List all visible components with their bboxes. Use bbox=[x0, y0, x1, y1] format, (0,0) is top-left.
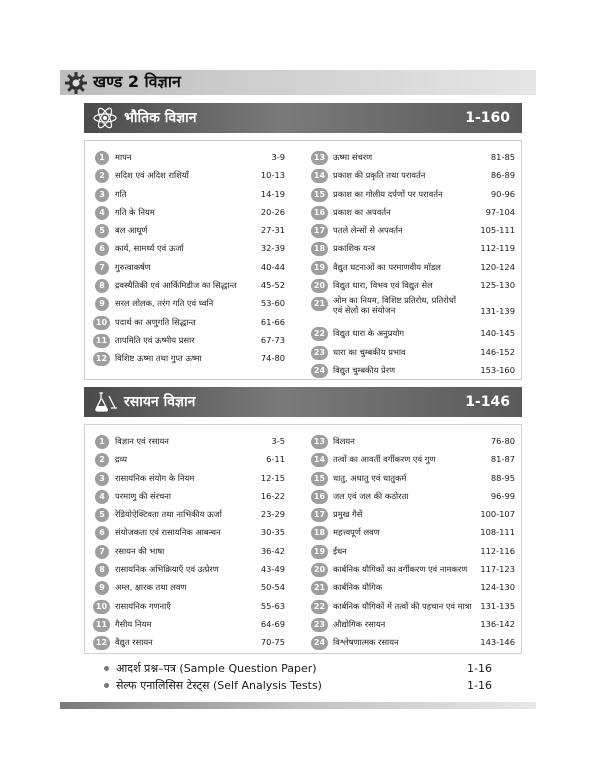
chapter-title: रेडियोऐक्टिवता तथा नाभिकीय ऊर्जा bbox=[115, 509, 222, 520]
chemistry-title: रसायन विज्ञान bbox=[124, 394, 196, 410]
chapter-number-badge: 3 bbox=[95, 188, 109, 202]
toc-row[interactable] bbox=[85, 222, 293, 240]
chapter-number-badge: 4 bbox=[95, 490, 109, 504]
chapter-pages: 70-75 bbox=[260, 637, 285, 648]
chapter-pages: 6-11 bbox=[266, 454, 285, 465]
chapter-number-badge: 17 bbox=[311, 224, 328, 238]
toc-row[interactable] bbox=[303, 561, 523, 579]
chapter-pages: 43-49 bbox=[260, 564, 285, 575]
chapter-title: पतले लेन्सों से अपवर्तन bbox=[333, 225, 403, 236]
chapter-title: प्रकाश का अपवर्तन bbox=[333, 206, 391, 217]
chapter-pages: 108-111 bbox=[480, 527, 515, 538]
toc-row[interactable] bbox=[303, 433, 523, 451]
chapter-pages: 125-130 bbox=[480, 280, 515, 291]
physics-title: भौतिक विज्ञान bbox=[124, 110, 197, 126]
chemistry-page-range: 1-146 bbox=[465, 394, 510, 410]
chapter-number-badge: 1 bbox=[95, 151, 109, 165]
chapter-pages: 97-104 bbox=[485, 206, 515, 217]
chapter-title: प्रमुख गैसें bbox=[333, 509, 363, 520]
chapter-number-badge: 3 bbox=[95, 472, 109, 486]
chapter-pages: 136-142 bbox=[480, 618, 515, 629]
chapter-pages: 140-145 bbox=[480, 328, 515, 339]
chapter-title: कार्य, सामर्थ्य एवं ऊर्जा bbox=[115, 243, 184, 254]
chapter-title: प्रकाशिक यन्त्र bbox=[333, 243, 376, 254]
chapter-title: विज्ञान एवं रसायन bbox=[115, 436, 169, 446]
chapter-title: विद्युत चुम्बकीय प्रेरण bbox=[333, 364, 396, 375]
chapter-number-badge: 8 bbox=[95, 563, 109, 577]
toc-row[interactable] bbox=[85, 204, 293, 222]
chapter-number-badge: 19 bbox=[311, 261, 328, 275]
chapter-number-badge: 8 bbox=[95, 279, 109, 293]
toc-row[interactable] bbox=[85, 488, 293, 506]
chapter-number-badge: 18 bbox=[311, 526, 328, 540]
toc-row[interactable] bbox=[303, 295, 523, 325]
toc-row[interactable] bbox=[85, 598, 293, 616]
chapter-pages: 117-123 bbox=[480, 564, 515, 575]
chapter-title: विद्युत धारा के अनुप्रयोग bbox=[333, 328, 405, 339]
chapter-pages: 32-39 bbox=[260, 243, 285, 254]
chapter-title: संयोजकता एवं रासायनिक आबन्धन bbox=[115, 527, 221, 538]
chapter-title: गुरुत्वाकर्षण bbox=[115, 261, 151, 272]
toc-row[interactable] bbox=[303, 259, 523, 277]
chapter-number-badge: 6 bbox=[95, 242, 109, 256]
chapter-title: मापन bbox=[115, 152, 132, 162]
toc-row[interactable] bbox=[85, 277, 293, 295]
chapter-number-badge: 11 bbox=[93, 334, 110, 348]
chapter-title: बल आघूर्ण bbox=[115, 225, 148, 236]
bullet-icon bbox=[104, 683, 109, 688]
chapter-title: कार्बनिक यौगिक bbox=[333, 582, 383, 593]
toc-row[interactable] bbox=[303, 543, 523, 561]
toc-row[interactable] bbox=[303, 167, 523, 185]
toc-row[interactable] bbox=[85, 332, 293, 350]
chapter-pages: 61-66 bbox=[260, 316, 285, 327]
chapter-number-badge: 16 bbox=[311, 206, 328, 220]
toc-row[interactable] bbox=[85, 240, 293, 258]
chapter-title: परमाणु की संरचना bbox=[115, 490, 172, 501]
chemistry-toc-left-column bbox=[85, 433, 293, 653]
toc-row[interactable] bbox=[85, 543, 293, 561]
chapter-number-badge: 2 bbox=[95, 169, 109, 183]
chapter-pages: 88-95 bbox=[490, 472, 515, 483]
chapter-number-badge: 21 bbox=[311, 297, 328, 311]
chapter-number-badge: 7 bbox=[95, 545, 109, 559]
chapter-number-badge: 6 bbox=[95, 526, 109, 540]
chapter-title: धातु, अधातु एवं धातुकर्म bbox=[333, 472, 407, 483]
chapter-pages: 64-69 bbox=[260, 618, 285, 629]
toc-row[interactable] bbox=[85, 451, 293, 469]
chapter-pages: 14-19 bbox=[260, 188, 285, 199]
chapter-pages: 67-73 bbox=[260, 334, 285, 345]
extra-pages: 1-16 bbox=[467, 662, 492, 675]
chapter-title: पदार्थ का अणुगति सिद्धान्त bbox=[115, 316, 196, 327]
chapter-pages: 143-146 bbox=[480, 637, 515, 648]
chapter-pages: 112-116 bbox=[480, 545, 515, 556]
khand-title: खण्ड 2 विज्ञान bbox=[93, 72, 181, 91]
chapter-pages: 50-54 bbox=[260, 582, 285, 593]
chapter-number-badge: 9 bbox=[95, 581, 109, 595]
chapter-title: द्रव्य bbox=[115, 454, 128, 465]
chapter-title: धारा का चुम्बकीय प्रभाव bbox=[333, 346, 406, 357]
chapter-pages: 81-87 bbox=[490, 454, 515, 465]
physics-page-range: 1-160 bbox=[465, 110, 510, 126]
chapter-title: वैद्युत रसायन bbox=[115, 637, 153, 648]
self-analysis-tests-row[interactable] bbox=[104, 678, 524, 696]
chapter-title: विलयन bbox=[333, 436, 355, 446]
chapter-number-badge: 2 bbox=[95, 453, 109, 467]
chapter-title: प्रकाश का गोलीय दर्पणों पर परावर्तन bbox=[333, 188, 443, 199]
chapter-number-badge: 18 bbox=[311, 242, 328, 256]
chapter-title: रसायन की भाषा bbox=[115, 545, 165, 556]
footer-bar bbox=[60, 702, 536, 709]
toc-row[interactable] bbox=[85, 350, 293, 368]
chapter-number-badge: 20 bbox=[311, 563, 328, 577]
chapter-number-badge: 20 bbox=[311, 279, 328, 293]
toc-row[interactable] bbox=[303, 598, 523, 616]
chapter-title: महत्त्वपूर्ण लवण bbox=[333, 527, 380, 538]
sample-question-paper-row[interactable] bbox=[104, 661, 524, 679]
extra-title: सेल्फ एनालिसिस टेस्ट्स (Self Analysis Tests) bbox=[116, 679, 322, 692]
chemistry-section-header bbox=[84, 387, 522, 417]
chapter-number-badge: 23 bbox=[311, 618, 328, 632]
atom-icon bbox=[92, 106, 118, 130]
chapter-pages: 131-139 bbox=[480, 306, 515, 317]
chapter-title: ऊष्मा संचरण bbox=[333, 152, 373, 162]
toc-row[interactable] bbox=[303, 277, 523, 295]
chapter-title: कार्बनिक यौगिकों का वर्गीकरण एवं नामकरण bbox=[333, 564, 468, 575]
toc-row[interactable] bbox=[303, 451, 523, 469]
chapter-pages: 12-15 bbox=[260, 472, 285, 483]
chapter-pages: 53-60 bbox=[260, 298, 285, 309]
chapter-pages: 146-152 bbox=[480, 346, 515, 357]
chapter-title: विद्युत धारा, विभव एवं विद्युत सेल bbox=[333, 280, 433, 291]
toc-row[interactable] bbox=[85, 149, 293, 167]
extra-pages: 1-16 bbox=[467, 679, 492, 692]
toc-row[interactable] bbox=[85, 167, 293, 185]
chemistry-toc-right-column bbox=[303, 433, 523, 653]
chapter-number-badge: 14 bbox=[311, 169, 328, 183]
chemistry-toc bbox=[84, 424, 522, 654]
toc-row[interactable] bbox=[303, 149, 523, 167]
chapter-number-badge: 24 bbox=[311, 364, 328, 378]
chapter-number-badge: 21 bbox=[311, 581, 328, 595]
toc-row[interactable] bbox=[303, 186, 523, 204]
chapter-number-badge: 22 bbox=[311, 600, 328, 614]
chapter-number-badge: 13 bbox=[311, 435, 328, 449]
toc-row[interactable] bbox=[85, 433, 293, 451]
chapter-number-badge: 17 bbox=[311, 508, 328, 522]
toc-row[interactable] bbox=[303, 344, 523, 362]
chapter-number-badge: 12 bbox=[93, 636, 110, 650]
chapter-pages: 74-80 bbox=[260, 353, 285, 364]
chapter-pages: 16-22 bbox=[260, 490, 285, 501]
physics-toc-left-column bbox=[85, 149, 293, 369]
chapter-title: जल एवं जल की कठोरता bbox=[333, 490, 409, 501]
chapter-number-badge: 15 bbox=[311, 188, 328, 202]
toc-row[interactable] bbox=[303, 579, 523, 597]
toc-row[interactable] bbox=[85, 579, 293, 597]
chapter-title: ईंधन bbox=[333, 545, 347, 556]
chapter-pages: 23-29 bbox=[260, 509, 285, 520]
toc-row[interactable] bbox=[85, 314, 293, 332]
chapter-number-badge: 12 bbox=[93, 352, 110, 366]
toc-row[interactable] bbox=[85, 506, 293, 524]
chapter-pages: 105-111 bbox=[480, 225, 515, 236]
toc-row[interactable] bbox=[303, 488, 523, 506]
chapter-number-badge: 13 bbox=[311, 151, 328, 165]
chapter-pages: 40-44 bbox=[260, 261, 285, 272]
chapter-pages: 90-96 bbox=[490, 188, 515, 199]
chapter-pages: 86-89 bbox=[490, 170, 515, 181]
toc-row[interactable] bbox=[303, 634, 523, 652]
physics-toc bbox=[84, 140, 522, 380]
toc-row[interactable] bbox=[303, 506, 523, 524]
toc-row[interactable] bbox=[85, 616, 293, 634]
chapter-title: तत्वों का आवर्ती वर्गीकरण एवं गुण bbox=[333, 454, 436, 465]
physics-section-header bbox=[84, 103, 522, 133]
chapter-pages: 36-42 bbox=[260, 545, 285, 556]
chapter-title: कार्बनिक यौगिकों में तत्वों की पहचान एवं मात्रा bbox=[333, 600, 472, 611]
chapter-title: गति के नियम bbox=[115, 206, 155, 217]
chapter-pages: 30-35 bbox=[260, 527, 285, 538]
chapter-title: अम्ल, क्षारक तथा लवण bbox=[115, 582, 187, 593]
chapter-pages: 76-80 bbox=[490, 436, 515, 446]
chapter-title: सरल लोलक, तरंग गति एवं ध्वनि bbox=[115, 298, 214, 309]
chapter-number-badge: 15 bbox=[311, 472, 328, 486]
chapter-pages: 96-99 bbox=[490, 490, 515, 501]
chapter-title: रासायनिक अभिक्रियाएँ एवं उत्प्रेरण bbox=[115, 564, 219, 575]
toc-row[interactable] bbox=[303, 222, 523, 240]
chapter-title: रासायनिक संयोग के नियम bbox=[115, 472, 195, 483]
toc-row[interactable] bbox=[85, 561, 293, 579]
toc-row[interactable] bbox=[303, 325, 523, 343]
chapter-title: तापमिति एवं ऊष्मीय प्रसार bbox=[115, 334, 195, 345]
chapter-number-badge: 1 bbox=[95, 435, 109, 449]
toc-row[interactable] bbox=[303, 470, 523, 488]
toc-row[interactable] bbox=[303, 204, 523, 222]
chapter-title: रासायनिक गणनाएँ bbox=[115, 600, 171, 611]
bullet-icon bbox=[104, 666, 109, 671]
chapter-pages: 120-124 bbox=[480, 261, 515, 272]
chapter-title: ओम का नियम, विशिष्ट प्रतिरोध, प्रतिरोधों एवं सेलों का संयोजन bbox=[333, 295, 456, 316]
chapter-number-badge: 14 bbox=[311, 453, 328, 467]
chapter-number-badge: 9 bbox=[95, 297, 109, 311]
toc-row[interactable] bbox=[85, 186, 293, 204]
chapter-number-badge: 4 bbox=[95, 206, 109, 220]
chapter-pages: 131-135 bbox=[480, 600, 515, 611]
physics-toc-right-column bbox=[303, 149, 523, 380]
toc-row[interactable] bbox=[85, 634, 293, 652]
toc-row[interactable] bbox=[303, 240, 523, 258]
chapter-number-badge: 11 bbox=[93, 618, 110, 632]
flask-icon bbox=[92, 390, 118, 414]
chapter-title: द्रवस्थैतिकी एवं आर्किमिडीज का सिद्धान्त bbox=[115, 280, 237, 291]
chapter-number-badge: 5 bbox=[95, 508, 109, 522]
chapter-number-badge: 10 bbox=[93, 600, 110, 614]
chapter-pages: 153-160 bbox=[480, 364, 515, 375]
chapter-title: सदिश एवं अदिश राशियाँ bbox=[115, 170, 189, 181]
toc-row[interactable] bbox=[85, 470, 293, 488]
chapter-pages: 55-63 bbox=[260, 600, 285, 611]
chapter-title: वैद्युत घटनाओं का परमाणवीय मॉडल bbox=[333, 261, 441, 272]
toc-row[interactable] bbox=[303, 524, 523, 542]
chapter-pages: 45-52 bbox=[260, 280, 285, 291]
chapter-number-badge: 5 bbox=[95, 224, 109, 238]
toc-row[interactable] bbox=[85, 295, 293, 313]
gear-icon bbox=[64, 71, 88, 95]
chapter-pages: 112-119 bbox=[480, 243, 515, 254]
chapter-number-badge: 23 bbox=[311, 346, 328, 360]
chapter-pages: 3-5 bbox=[271, 436, 285, 446]
chapter-number-badge: 22 bbox=[311, 327, 328, 341]
chapter-number-badge: 19 bbox=[311, 545, 328, 559]
chapter-pages: 10-13 bbox=[260, 170, 285, 181]
chapter-pages: 100-107 bbox=[480, 509, 515, 520]
chapter-title: विश्लेषणात्मक रसायन bbox=[333, 637, 399, 648]
chapter-title: विशिष्ट ऊष्मा तथा गुप्त ऊष्मा bbox=[115, 353, 202, 364]
chapter-title: गति bbox=[115, 188, 127, 199]
chapter-title: प्रकाश की प्रकृति तथा परावर्तन bbox=[333, 170, 426, 181]
chapter-number-badge: 10 bbox=[93, 316, 110, 330]
chapter-pages: 81-85 bbox=[490, 152, 515, 162]
toc-row[interactable] bbox=[303, 616, 523, 634]
toc-row[interactable] bbox=[85, 524, 293, 542]
extra-title: आदर्श प्रश्न–पत्र (Sample Question Paper) bbox=[116, 662, 317, 675]
chapter-pages: 20-26 bbox=[260, 206, 285, 217]
chapter-number-badge: 16 bbox=[311, 490, 328, 504]
toc-row[interactable] bbox=[303, 362, 523, 380]
chapter-pages: 27-31 bbox=[260, 225, 285, 236]
chapter-number-badge: 7 bbox=[95, 261, 109, 275]
chapter-title: गैसीय नियम bbox=[115, 618, 152, 629]
chapter-pages: 3-9 bbox=[271, 152, 285, 162]
chapter-title: औद्योगिक रसायन bbox=[333, 618, 386, 629]
chapter-number-badge: 24 bbox=[311, 636, 328, 650]
chapter-pages: 124-130 bbox=[480, 582, 515, 593]
toc-row[interactable] bbox=[85, 259, 293, 277]
